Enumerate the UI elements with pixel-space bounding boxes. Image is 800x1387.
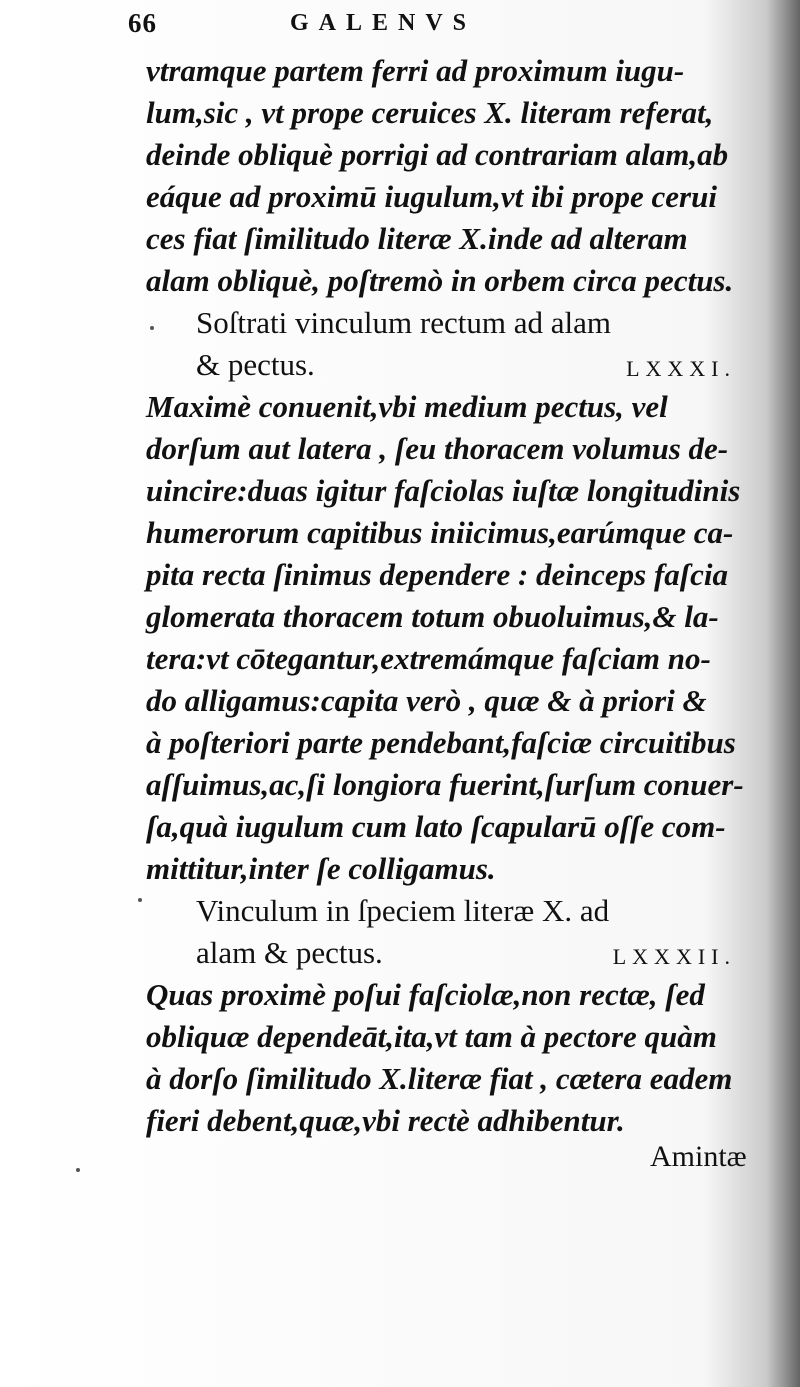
text-line: lum,sic , vt prope ceruices X. literam referat, bbox=[146, 95, 714, 130]
text-block-section-81 bbox=[146, 386, 766, 890]
section-numeral: LXXXI. bbox=[626, 356, 736, 381]
text-line: do alligamus:capita verò , quæ & à priori & bbox=[146, 683, 707, 718]
text-line: à poſteriori parte pendebant,faſciæ circuitibus bbox=[146, 725, 736, 760]
text-line: deinde obliquè porrigi ad contrariam alam,ab bbox=[146, 137, 729, 172]
page-number: 66 bbox=[128, 8, 157, 38]
text-line: aſſuimus,ac,ſi longiora fuerint,ſurſum conuer- bbox=[146, 767, 744, 802]
text-line: pita recta ſinimus dependere : deinceps faſcia bbox=[146, 557, 729, 592]
text-line: humerorum capitibus iniicimus,earúmque ca- bbox=[146, 515, 734, 550]
text-line: à dorſo ſimilitudo X.literæ fiat , cætera eadem bbox=[146, 1061, 733, 1096]
heading-line: alam & pectus. bbox=[196, 935, 383, 970]
section-heading-82 bbox=[196, 890, 736, 974]
text-line: tera:vt cōtegantur,extremámque faſciam no- bbox=[146, 641, 711, 676]
text-line: vtramque partem ferri ad proximum iugu- bbox=[146, 53, 685, 88]
text-line: ſa,quà iugulum cum lato ſcapularū oſſe com- bbox=[146, 809, 726, 844]
text-block-continuation bbox=[146, 50, 766, 302]
section-heading-81 bbox=[196, 302, 736, 386]
text-line: mittitur,inter ſe colligamus. bbox=[146, 851, 496, 886]
text-block-section-82 bbox=[146, 974, 766, 1142]
page-header bbox=[128, 6, 688, 46]
heading-line: & pectus. bbox=[196, 347, 315, 382]
text-line: alam obliquè, poſtremò in orbem circa pectus. bbox=[146, 263, 734, 298]
section-numeral: LXXXII. bbox=[612, 944, 736, 969]
catchword: Amintæ bbox=[650, 1140, 747, 1173]
heading-line: Soſtrati vinculum rectum ad alam bbox=[196, 305, 611, 340]
text-line: fieri debent,quæ,vbi rectè adhibentur. bbox=[146, 1103, 625, 1138]
text-line: eáque ad proximū iugulum,vt ibi prope cerui bbox=[146, 179, 717, 214]
text-line: Quas proximè poſui faſciolæ,non rectæ, ſed bbox=[146, 977, 705, 1012]
text-line: dorſum aut latera , ſeu thoracem volumus de- bbox=[146, 431, 729, 466]
paper-speck bbox=[150, 326, 154, 330]
text-line: uincire:duas igitur faſciolas iuſtæ longitudinis bbox=[146, 473, 741, 508]
heading-line: Vinculum in ſpeciem literæ X. ad bbox=[196, 893, 610, 928]
text-line: obliquæ dependeāt,ita,vt tam à pectore quàm bbox=[146, 1019, 717, 1054]
running-head: GALENVS bbox=[290, 10, 477, 36]
paper-speck bbox=[138, 898, 142, 902]
page-gutter-shadow bbox=[766, 0, 800, 1387]
text-line: ces fiat ſimilitudo literæ X.inde ad alteram bbox=[146, 221, 688, 256]
text-line: glomerata thoracem totum obuoluimus,& la- bbox=[146, 599, 719, 634]
paper-speck bbox=[76, 1168, 80, 1172]
text-line: Maximè conuenit,vbi medium pectus, vel bbox=[146, 389, 668, 424]
